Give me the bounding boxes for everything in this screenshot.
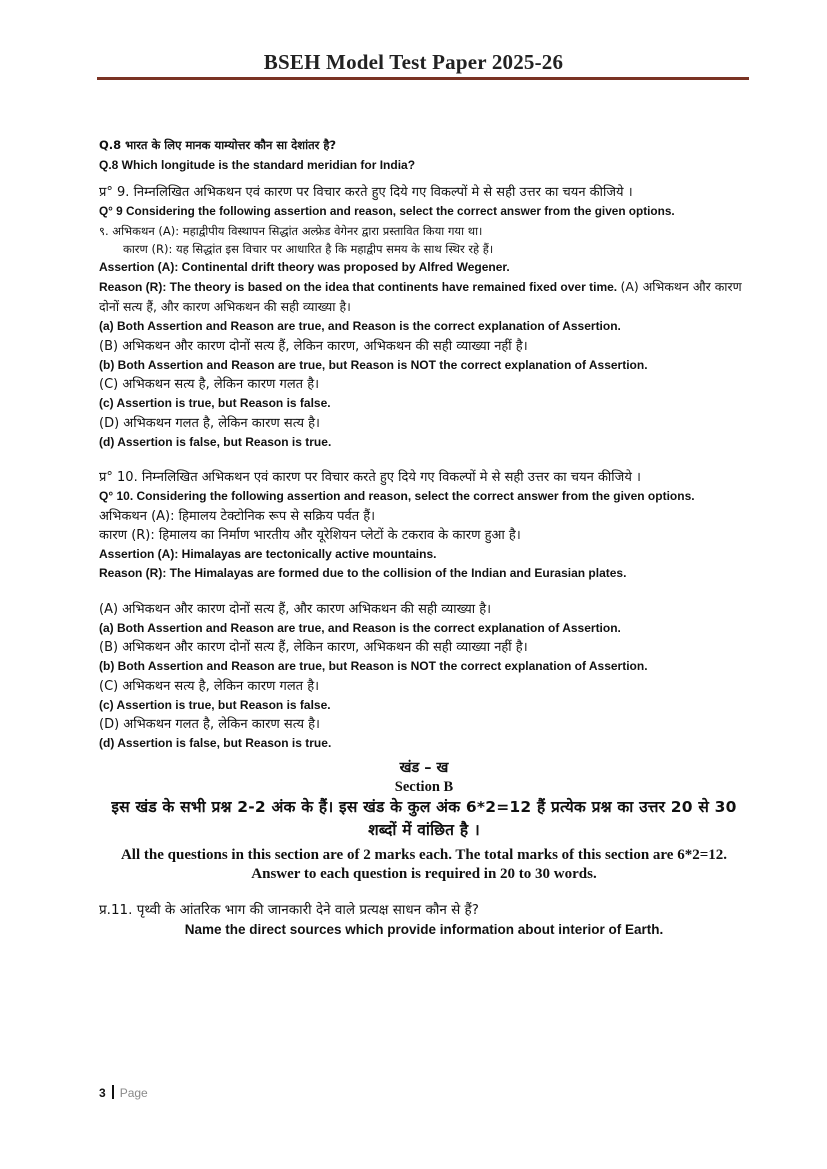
q9-hindi-assertion: ९. अभिकथन (A): महाद्वीपीय विस्थापन सिद्धांत अल्फ्रेड वेगेनर द्वारा प्रस्तावित किया गया था। — [99, 223, 483, 238]
q10-hindi-instruction: प्र° 10. निम्नलिखित अभिकथन एवं कारण पर विचार करते हुए दिये गए विकल्पों मे से सही उत्तर का चयन कीजिये । — [99, 470, 641, 485]
q9-option-c-english: (c) Assertion is true, but Reason is false. — [99, 396, 331, 410]
q10-option-a-english: (a) Both Assertion and Reason are true, and Reason is the correct explanation of Assertion. — [99, 620, 621, 635]
q10-english-instruction: Q° 10. Considering the following assertion and reason, select the correct answer from the given options. — [99, 489, 695, 503]
footer-divider — [112, 1085, 114, 1099]
q9-option-b-english: (b) Both Assertion and Reason are true, but Reason is NOT the correct explanation of Assertion. — [99, 357, 648, 372]
section-b-hindi-title: खंड – ख — [399, 759, 449, 776]
q11-english: Name the direct sources which provide information about interior of Earth. — [184, 921, 664, 937]
q10-option-b-english: (b) Both Assertion and Reason are true, but Reason is NOT the correct explanation of Assertion. — [99, 659, 648, 673]
header-divider — [97, 77, 749, 80]
q8-english: Q.8 Which longitude is the standard meridian for India? — [99, 157, 416, 172]
page-header-title: BSEH Model Test Paper 2025-26 — [263, 50, 564, 74]
page-content — [99, 136, 749, 940]
q9-english-reason-text: Reason (R): The theory is based on the idea that continents have remained fixed over time. — [99, 280, 618, 294]
q10-hindi-assertion: अभिकथन (A): हिमालय टेक्टोनिक रूप से सक्रिय पर्वत हैं। — [99, 508, 376, 524]
q8-hindi: Q.8 भारत के लिए मानक याम्योत्तर कौन सा देशांतर है? — [99, 138, 337, 152]
q10-english-reason: Reason (R): The Himalayas are formed due to the collision of the Indian and Eurasian plates. — [99, 566, 627, 580]
q9-english-instruction: Q° 9 Considering the following assertion and reason, select the correct answer from the given options. — [99, 204, 675, 218]
q9-hindi-instruction: प्र° 9. निम्नलिखित अभिकथन एवं कारण पर विचार करते हुए दिये गए विकल्पों मे से सही उत्तर का चयन कीजिये । — [99, 185, 633, 200]
q9-hindi-reason: कारण (R): यह सिद्धांत इस विचार पर आधारित है कि महाद्वीप समय के साथ स्थिर रहे हैं। — [123, 241, 494, 256]
q10-option-d-english: (d) Assertion is false, but Reason is true. — [99, 736, 332, 750]
q11-hindi: प्र.11. पृथ्वी के आंतरिक भाग की जानकारी देने वाले प्रत्यक्ष साधन कौन से हैं? — [99, 901, 479, 918]
q10-english-assertion: Assertion (A): Himalayas are tectonically active mountains. — [99, 546, 437, 561]
q9-option-d-hindi: (D) अभिकथन गलत है, लेकिन कारण सत्य है। — [99, 415, 320, 431]
q10-hindi-reason: कारण (R): हिमालय का निर्माण भारतीय और यूरेशियन प्लेटों के टकराव के कारण हुआ है। — [99, 527, 521, 543]
q10-option-d-hindi: (D) अभिकथन गलत है, लेकिन कारण सत्य है। — [99, 717, 320, 732]
q10-option-b-hindi: (B) अभिकथन और कारण दोनों सत्य हैं, लेकिन कारण, अभिकथन की सही व्याख्या नहीं है। — [99, 640, 528, 655]
page-number: 3 — [99, 1086, 106, 1100]
q9-option-d-english: (d) Assertion is false, but Reason is true. — [99, 434, 332, 449]
q9-option-a-hindi: (A) अभिकथन और कारण दोनों सत्य हैं, और कारण अभिकथन की सही व्याख्या है। — [99, 279, 742, 314]
section-b-english-instructions: All the questions in this section are of 2 marks each. The total marks of this section are 6*2=12. Answer to each question is required in 20 to 30 words. — [120, 846, 728, 882]
q10-option-a-hindi: (A) अभिकथन और कारण दोनों सत्य हैं, और कारण अभिकथन की सही व्याख्या है। — [99, 601, 492, 617]
q10-option-c-english: (c) Assertion is true, but Reason is false. — [99, 697, 331, 712]
q9-option-a-english: (a) Both Assertion and Reason are true, and Reason is the correct explanation of Assertion. — [99, 319, 621, 333]
q9-option-b-hindi: (B) अभिकथन और कारण दोनों सत्य हैं, लेकिन कारण, अभिकथन की सही व्याख्या नहीं है। — [99, 338, 528, 354]
page-footer — [99, 1085, 148, 1100]
page-label: Page — [119, 1086, 148, 1100]
q9-option-c-hindi: (C) अभिकथन सत्य है, लेकिन कारण गलत है। — [99, 377, 320, 392]
q10-option-c-hindi: (C) अभिकथन सत्य है, लेकिन कारण गलत है। — [99, 678, 320, 694]
section-b-english-title: Section B — [394, 778, 454, 795]
q9-english-assertion: Assertion (A): Continental drift theory was proposed by Alfred Wegener. — [99, 259, 510, 274]
section-b-hindi-instructions: इस खंड के सभी प्रश्न 2-2 अंक के हैं। इस खंड के कुल अंक 6*2=12 हैं प्रत्येक प्रश्न का उत्तर 20 से 30 शब्दों में वांछित है । — [111, 797, 737, 839]
q9-english-reason — [99, 277, 749, 317]
